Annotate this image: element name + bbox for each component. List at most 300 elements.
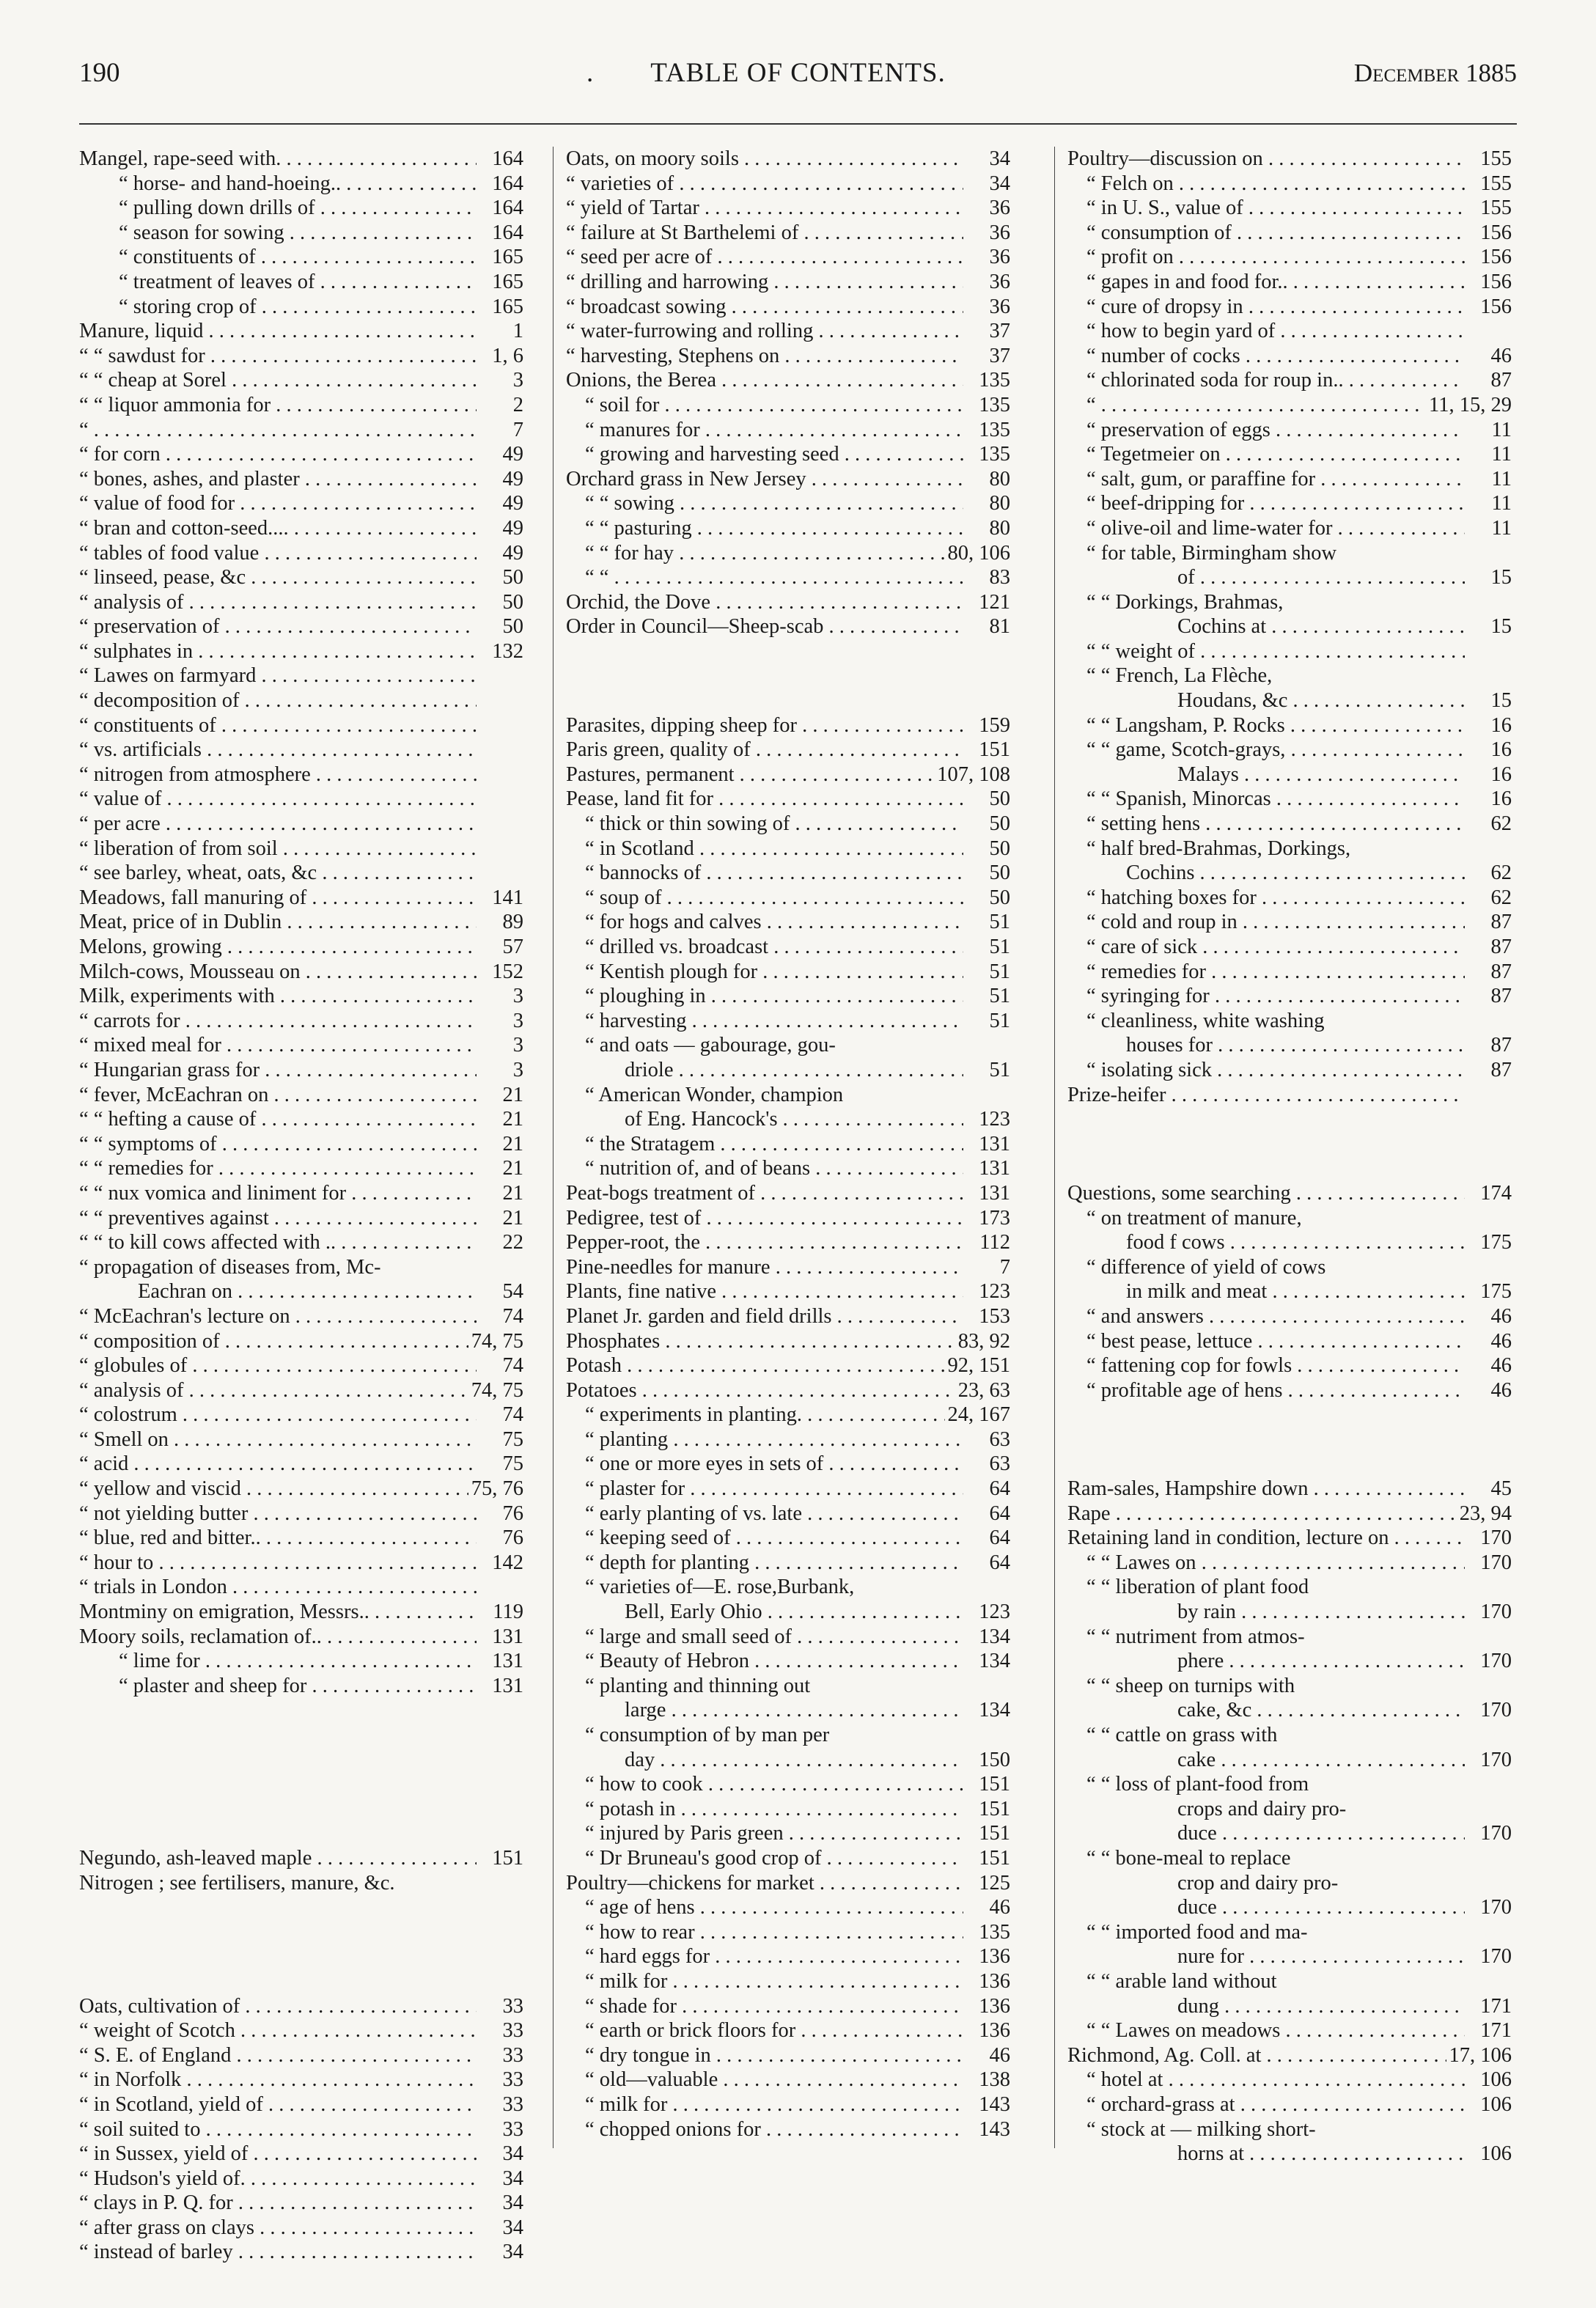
- entry-page: 80: [987, 467, 1011, 492]
- index-entry: [79, 2043, 523, 2068]
- entry-text: “ carrots for . . .: [79, 1009, 477, 1034]
- index-entry: [1067, 1625, 1512, 1650]
- entry-page: 33: [500, 2092, 524, 2117]
- entry-text: cake, &c . . .: [1067, 1698, 1465, 1723]
- entry-text: “ instead of barley . . .: [79, 2240, 477, 2265]
- entry-page: 134: [976, 1649, 1010, 1674]
- entry-page: 57: [500, 935, 524, 960]
- entry-page: 2: [510, 393, 523, 418]
- index-entry: [79, 837, 523, 861]
- index-entry: [79, 664, 523, 688]
- index-entry: [1067, 1649, 1512, 1674]
- entry-text: cake . . .: [1067, 1748, 1465, 1773]
- index-entry: [79, 418, 523, 443]
- index-entry: [79, 1502, 523, 1526]
- index-entry: [566, 639, 1010, 664]
- index-entry: [79, 935, 523, 960]
- entry-text: “ analysis of . . .: [79, 590, 477, 615]
- entry-page: 156: [1477, 270, 1512, 295]
- index-entry: [566, 541, 1010, 566]
- entry-text: “ and answers . . .: [1067, 1304, 1465, 1329]
- index-entry: [566, 196, 1010, 221]
- entry-page: 87: [1488, 960, 1512, 985]
- index-entry: [79, 1600, 523, 1625]
- index-entry: [566, 221, 1010, 246]
- index-entry: [566, 1748, 1010, 1773]
- index-entry: [1067, 1378, 1512, 1403]
- entry-page: 170: [1477, 1551, 1512, 1576]
- index-entry: [79, 221, 523, 246]
- entry-page: 123: [976, 1279, 1010, 1304]
- entry-page: 174: [1477, 1181, 1512, 1206]
- index-entry: [1067, 1920, 1512, 1945]
- entry-text: “ mixed meal for . . .: [79, 1033, 477, 1058]
- index-entry: [566, 984, 1010, 1009]
- entry-text: “ Smell on . . .: [79, 1427, 477, 1452]
- entry-text: duce . . .: [1067, 1821, 1465, 1846]
- entry-page: 46: [1488, 1304, 1512, 1329]
- entry-text: crop and dairy pro-: [1177, 1871, 1339, 1894]
- index-entry: [1067, 442, 1512, 467]
- index-entry: [1067, 2018, 1512, 2043]
- entry-page: 136: [976, 1994, 1010, 2019]
- entry-page: 138: [976, 2068, 1010, 2092]
- entry-text: “ “ bone-meal to replace: [1086, 1846, 1291, 1870]
- entry-text: “ how to rear . . .: [566, 1920, 963, 1945]
- entry-page: 123: [976, 1600, 1010, 1625]
- index-entry: [566, 2117, 1010, 2142]
- entry-page: 151: [976, 738, 1010, 762]
- entry-text: Phosphates . . .: [566, 1329, 963, 1354]
- entry-text: Mangel, rape-seed with. . . .: [79, 147, 477, 172]
- index-entry: [1067, 2142, 1512, 2166]
- entry-text: “ broadcast sowing . . .: [566, 295, 963, 320]
- index-entry: [1067, 1279, 1512, 1304]
- entry-page: 153: [976, 1304, 1010, 1329]
- entry-text: “ constituents of . . .: [79, 713, 477, 738]
- entry-page: 1, 6: [489, 344, 523, 369]
- index-entry: [79, 2068, 523, 2092]
- index-entry: [566, 688, 1010, 713]
- entry-text: Pastures, permanent . . .: [566, 762, 963, 787]
- entry-text: “ soil for . . .: [566, 393, 963, 418]
- index-entry: [1067, 1871, 1512, 1896]
- entry-page: 151: [976, 1821, 1010, 1846]
- entry-page: 51: [987, 935, 1011, 960]
- index-entry: [1067, 1600, 1512, 1625]
- entry-text: Plants, fine native . . .: [566, 1279, 963, 1304]
- entry-text: “ “ sowing . . .: [566, 491, 963, 516]
- entry-page: 143: [976, 2092, 1010, 2117]
- column-divider-2: [1054, 147, 1055, 2148]
- entry-page: 75, 76: [468, 1477, 523, 1502]
- entry-page: 33: [500, 2068, 524, 2092]
- entry-page: 150: [976, 1748, 1010, 1773]
- entry-text: “ after grass on clays . . .: [79, 2216, 477, 2241]
- entry-page: 81: [987, 614, 1011, 639]
- index-entry: [1067, 688, 1512, 713]
- entry-page: 106: [1477, 2092, 1512, 2117]
- entry-text: Ram-sales, Hampshire down . . .: [1067, 1477, 1465, 1502]
- entry-text: “ hard eggs for . . .: [566, 1944, 963, 1969]
- index-entry: [79, 2142, 523, 2166]
- entry-text: “ hour to . . .: [79, 1551, 477, 1576]
- entry-text: “ keeping seed of . . .: [566, 1526, 963, 1551]
- entry-text: “ “ imported food and ma-: [1086, 1920, 1308, 1944]
- index-entry: [1067, 2092, 1512, 2117]
- entry-text: “ constituents of . . .: [79, 245, 477, 270]
- index-entry: [1067, 368, 1512, 393]
- entry-text: “ preservation of . . .: [79, 614, 477, 639]
- entry-text: “ beef-dripping for . . .: [1067, 491, 1465, 516]
- index-entry: [566, 664, 1010, 688]
- entry-text: “ varieties of . . .: [566, 172, 963, 196]
- entry-text: “ season for sowing . . .: [79, 221, 477, 246]
- entry-page: 62: [1488, 861, 1512, 886]
- index-entry: [566, 1206, 1010, 1231]
- index-entry: [1067, 491, 1512, 516]
- entry-page: 62: [1488, 812, 1512, 837]
- index-entry: [79, 491, 523, 516]
- entry-text: nure for . . .: [1067, 1944, 1465, 1969]
- entry-page: 119: [490, 1600, 523, 1625]
- index-entry: [1067, 1846, 1512, 1871]
- entry-page: 131: [489, 1625, 523, 1650]
- entry-page: 37: [987, 319, 1011, 344]
- entry-text: “ half bred-Brahmas, Dorkings,: [1086, 837, 1351, 860]
- entry-page: 87: [1488, 935, 1512, 960]
- entry-page: 87: [1488, 984, 1512, 1009]
- index-entry: [79, 1255, 523, 1280]
- entry-page: 50: [987, 812, 1011, 837]
- entry-text: by rain . . .: [1067, 1600, 1465, 1625]
- entry-page: 63: [987, 1452, 1011, 1477]
- entry-text: “ for table, Birmingham show: [1086, 541, 1337, 565]
- index-entry: [1067, 565, 1512, 590]
- entry-text: “ in Scotland, yield of . . .: [79, 2092, 477, 2117]
- index-entry: [566, 1353, 1010, 1378]
- index-entry: [1067, 1033, 1512, 1058]
- index-entry: [1067, 1107, 1512, 1132]
- index-entry: [566, 1156, 1010, 1181]
- entry-text: Cochins at . . .: [1067, 614, 1465, 639]
- index-entry: [1067, 1403, 1512, 1427]
- entry-page: 49: [500, 541, 524, 566]
- entry-page: 7: [997, 1255, 1010, 1280]
- index-entry: [79, 762, 523, 787]
- index-entry: [1067, 1083, 1512, 1108]
- entry-page: 33: [500, 2018, 524, 2043]
- index-entry: [79, 1625, 523, 1650]
- index-entry: [1067, 2117, 1512, 2142]
- entry-text: “ . . .: [1067, 393, 1465, 418]
- entry-text: “ old—valuable . . .: [566, 2068, 963, 2092]
- index-entry: [1067, 1502, 1512, 1526]
- index-entry: [79, 713, 523, 738]
- entry-text: dung . . .: [1067, 1994, 1465, 2019]
- index-entry: [79, 1821, 523, 1846]
- entry-text: “ failure at St Barthelemi of . . .: [566, 221, 963, 246]
- index-entry: [79, 1206, 523, 1231]
- index-entry: [79, 2216, 523, 2241]
- index-entry: [1067, 960, 1512, 985]
- entry-page: 46: [1488, 1329, 1512, 1354]
- entry-text: “ experiments in planting. . . .: [566, 1403, 963, 1427]
- entry-page: 74: [500, 1353, 524, 1378]
- entry-text: “ see barley, wheat, oats, &c . . .: [79, 861, 477, 886]
- entry-text: “ Dr Bruneau's good crop of . . .: [566, 1846, 963, 1871]
- entry-page: 50: [987, 787, 1011, 812]
- entry-page: 151: [976, 1772, 1010, 1797]
- entry-text: Questions, some searching . . .: [1067, 1181, 1465, 1206]
- entry-text: “ orchard-grass at . . .: [1067, 2092, 1465, 2117]
- entry-page: 3: [510, 984, 523, 1009]
- entry-text: Pease, land fit for . . .: [566, 787, 963, 812]
- entry-page: 164: [489, 147, 523, 172]
- entry-text: “ for corn . . .: [79, 442, 477, 467]
- entry-page: 15: [1488, 688, 1512, 713]
- index-entry: [1067, 1698, 1512, 1723]
- entry-page: 131: [489, 1674, 523, 1699]
- entry-page: 36: [987, 270, 1011, 295]
- entry-text: large . . .: [566, 1698, 963, 1723]
- entry-text: “ injured by Paris green . . .: [566, 1821, 963, 1846]
- entry-text: “ yellow and viscid . . .: [79, 1477, 477, 1502]
- index-entry: [79, 590, 523, 615]
- index-entry: [566, 1083, 1010, 1108]
- entry-page: 11: [1489, 516, 1512, 541]
- entry-page: 22: [500, 1230, 524, 1255]
- index-entry: [566, 2043, 1010, 2068]
- entry-text: “ cleanliness, white washing: [1086, 1009, 1325, 1032]
- index-entry: [79, 2092, 523, 2117]
- entry-text: “ “ French, La Flèche,: [1086, 664, 1273, 688]
- index-entry: [1067, 2043, 1512, 2068]
- entry-page: 51: [987, 960, 1011, 985]
- entry-page: 152: [489, 960, 523, 985]
- entry-text: “ storing crop of . . .: [79, 295, 477, 320]
- entry-text: “ best pease, lettuce . . .: [1067, 1329, 1465, 1354]
- index-entry: [79, 1526, 523, 1551]
- entry-text: “ shade for . . .: [566, 1994, 963, 2019]
- entry-text: “ Hudson's yield of. . . .: [79, 2166, 477, 2191]
- entry-text: “ “ for hay . . .: [566, 541, 963, 566]
- entry-text: Potash . . .: [566, 1353, 963, 1378]
- entry-text: “ “ pasturing . . .: [566, 516, 963, 541]
- entry-page: 89: [500, 910, 524, 935]
- entry-page: 175: [1477, 1230, 1512, 1255]
- entry-text: “ nitrogen from atmosphere . . .: [79, 762, 477, 787]
- index-entry: [1067, 1723, 1512, 1748]
- entry-text: “ bannocks of . . .: [566, 861, 963, 886]
- entry-page: 63: [987, 1427, 1011, 1452]
- entry-text: Prize-heifer . . .: [1067, 1083, 1465, 1108]
- entry-text: food f cows . . .: [1067, 1230, 1465, 1255]
- index-entry: [79, 270, 523, 295]
- entry-page: 156: [1477, 295, 1512, 320]
- index-entry: [566, 467, 1010, 492]
- entry-text: “ profit on . . .: [1067, 245, 1465, 270]
- entry-page: 165: [489, 270, 523, 295]
- entry-text: “ hatching boxes for . . .: [1067, 886, 1465, 911]
- entry-page: 131: [976, 1181, 1010, 1206]
- entry-text: “ “ arable land without: [1086, 1969, 1277, 1993]
- entry-page: 49: [500, 442, 524, 467]
- entry-text: Rape . . .: [1067, 1502, 1465, 1526]
- running-header: [79, 51, 1517, 95]
- entry-text: “ “ nux vomica and liniment for . . .: [79, 1181, 477, 1206]
- index-entry: [1067, 590, 1512, 615]
- entry-text: “ on treatment of manure,: [1086, 1206, 1302, 1230]
- entry-text: “ per acre . . .: [79, 812, 477, 837]
- entry-text: “ “ sawdust for . . .: [79, 344, 477, 369]
- entry-page: 134: [976, 1698, 1010, 1723]
- entry-text: “ “ Dorkings, Brahmas,: [1086, 590, 1284, 614]
- entry-text: “ bones, ashes, and plaster . . .: [79, 467, 477, 492]
- entry-page: 46: [1488, 1378, 1512, 1403]
- entry-text: Pepper-root, the . . .: [566, 1230, 963, 1255]
- entry-page: 3: [510, 1033, 523, 1058]
- entry-text: “ in Scotland . . .: [566, 837, 963, 861]
- entry-page: 21: [500, 1206, 524, 1231]
- index-entry: [79, 442, 523, 467]
- entry-text: “ olive-oil and lime-water for . . .: [1067, 516, 1465, 541]
- index-entry: [566, 1723, 1010, 1748]
- index-entry: [79, 1230, 523, 1255]
- entry-text: “ and oats — gabourage, gou-: [585, 1034, 836, 1057]
- entry-text: Retaining land in condition, lecture on . . .: [1067, 1526, 1465, 1551]
- index-entry: [1067, 713, 1512, 738]
- entry-text: Negundo, ash-leaved maple . . .: [79, 1846, 477, 1871]
- entry-text: “ plaster and sheep for . . .: [79, 1674, 477, 1699]
- index-entry: [1067, 418, 1512, 443]
- entry-text: “ gapes in and food for.. . . .: [1067, 270, 1465, 295]
- index-entry: [79, 1944, 523, 1969]
- entry-text: “ preservation of eggs . . .: [1067, 418, 1465, 443]
- index-entry: [1067, 614, 1512, 639]
- entry-page: 51: [987, 1009, 1011, 1034]
- entry-page: 3: [510, 368, 523, 393]
- entry-text: “ consumption of . . .: [1067, 221, 1465, 246]
- index-entry: [79, 1871, 523, 1896]
- entry-page: 134: [976, 1625, 1010, 1650]
- index-entry: [566, 2092, 1010, 2117]
- entry-page: 80, 106: [945, 541, 1011, 566]
- entry-text: “ cure of dropsy in . . .: [1067, 295, 1465, 320]
- entry-page: 171: [1477, 1994, 1512, 2019]
- entry-page: 131: [489, 1649, 523, 1674]
- entry-text: “ composition of . . .: [79, 1329, 477, 1354]
- entry-text: “ one or more eyes in sets of . . .: [566, 1452, 963, 1477]
- entry-text: “ nutrition of, and of beans . . .: [566, 1156, 963, 1181]
- entry-page: 87: [1488, 368, 1512, 393]
- entry-page: 80: [987, 491, 1011, 516]
- entry-page: 50: [987, 861, 1011, 886]
- index-entry: [566, 1969, 1010, 1994]
- entry-text: “ bran and cotton-seed.... . . .: [79, 516, 477, 541]
- entry-text: Malays . . .: [1067, 762, 1465, 787]
- index-entry: [79, 2166, 523, 2191]
- entry-text: Meadows, fall manuring of . . .: [79, 886, 477, 911]
- index-entry: [566, 319, 1010, 344]
- entry-text: Orchard grass in New Jersey . . .: [566, 467, 963, 492]
- entry-text: “ “ remedies for . . .: [79, 1156, 477, 1181]
- index-entry: [1067, 1821, 1512, 1846]
- entry-page: 74, 75: [468, 1329, 523, 1354]
- index-entry: [566, 886, 1010, 911]
- index-entry: [79, 1403, 523, 1427]
- index-entry: [1067, 1551, 1512, 1576]
- index-entry: [1067, 861, 1512, 886]
- index-entry: [566, 762, 1010, 787]
- entry-text: “ yield of Tartar . . .: [566, 196, 963, 221]
- entry-text: “ in Sussex, yield of . . .: [79, 2142, 477, 2166]
- entry-text: Bell, Early Ohio . . .: [566, 1600, 963, 1625]
- index-entry: [1067, 1526, 1512, 1551]
- index-entry: [566, 1625, 1010, 1650]
- entry-page: 143: [976, 2117, 1010, 2142]
- entry-text: “ Tegetmeier on . . .: [1067, 442, 1465, 467]
- entry-text: “ globules of . . .: [79, 1353, 477, 1378]
- entry-text: Parasites, dipping sheep for . . .: [566, 713, 963, 738]
- index-entry: [1067, 2068, 1512, 2092]
- entry-text: “ “ liberation of plant food: [1086, 1576, 1309, 1599]
- entry-page: 3: [510, 1009, 523, 1034]
- entry-page: 87: [1488, 1033, 1512, 1058]
- entry-page: 156: [1477, 221, 1512, 246]
- entry-page: 33: [500, 1994, 524, 2019]
- entry-page: 21: [500, 1181, 524, 1206]
- entry-page: 136: [976, 2018, 1010, 2043]
- entry-page: 21: [500, 1107, 524, 1132]
- entry-text: “ milk for . . .: [566, 1969, 963, 1994]
- index-entry: [1067, 1009, 1512, 1034]
- index-entry: [79, 639, 523, 664]
- entry-page: 50: [987, 837, 1011, 861]
- entry-page: 170: [1477, 1698, 1512, 1723]
- entry-text: “ treatment of leaves of . . .: [79, 270, 477, 295]
- index-entry: [566, 1181, 1010, 1206]
- entry-text: “ linseed, pease, &c . . .: [79, 565, 477, 590]
- index-entry: [566, 812, 1010, 837]
- entry-page: 83, 92: [955, 1329, 1010, 1354]
- index-entry: [566, 1304, 1010, 1329]
- entry-page: 64: [987, 1551, 1011, 1576]
- entry-page: 37: [987, 344, 1011, 369]
- index-entry: [566, 1378, 1010, 1403]
- entry-page: 165: [489, 245, 523, 270]
- entry-page: 16: [1488, 738, 1512, 762]
- entry-page: 151: [976, 1797, 1010, 1822]
- entry-page: 112: [977, 1230, 1010, 1255]
- entry-text: “ tables of food value . . .: [79, 541, 477, 566]
- index-entry: [1067, 1674, 1512, 1699]
- index-entry: [79, 1378, 523, 1403]
- index-entry: [566, 393, 1010, 418]
- entry-page: 155: [1477, 172, 1512, 196]
- entry-text: “ number of cocks . . .: [1067, 344, 1465, 369]
- index-entry: [1067, 1772, 1512, 1797]
- index-entry: [79, 565, 523, 590]
- entry-text: Order in Council—Sheep-scab . . .: [566, 614, 963, 639]
- entry-page: 159: [976, 713, 1010, 738]
- entry-text: “ salt, gum, or paraffine for . . .: [1067, 467, 1465, 492]
- index-entry: [79, 147, 523, 172]
- index-entry: [566, 516, 1010, 541]
- entry-page: 125: [976, 1871, 1010, 1896]
- entry-page: 33: [500, 2117, 524, 2142]
- index-entry: [566, 2018, 1010, 2043]
